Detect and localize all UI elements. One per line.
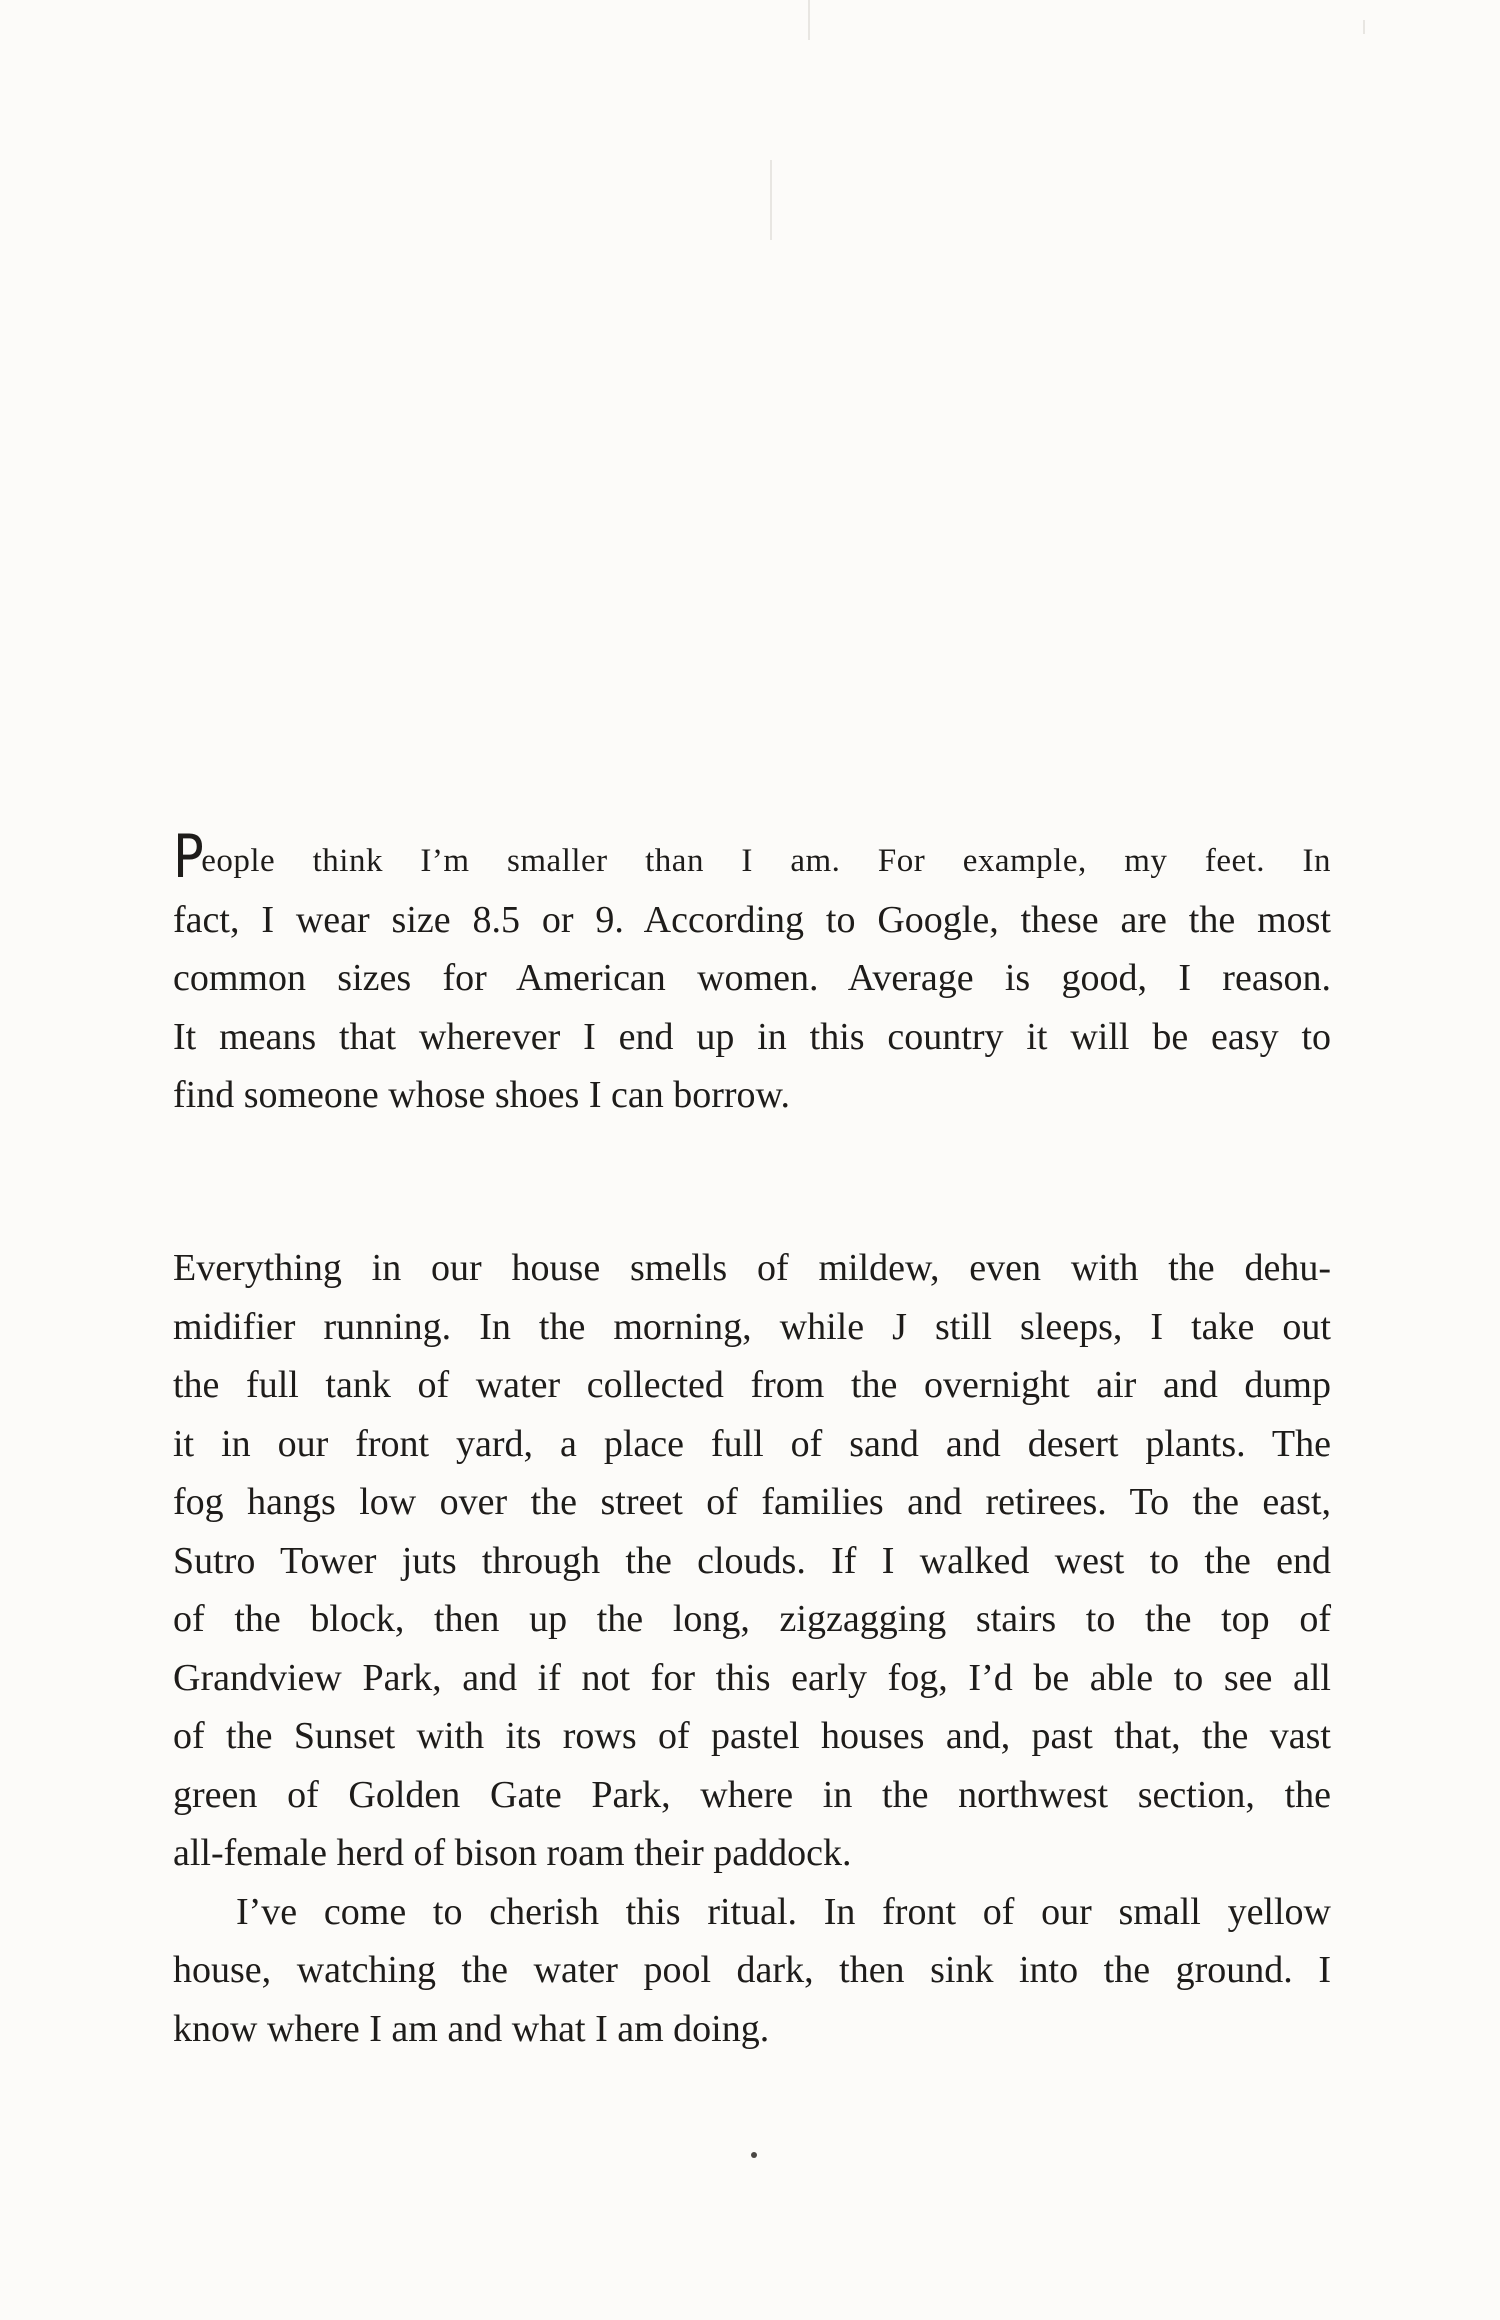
scan-artifact [1363, 20, 1365, 34]
text-line: Grandview Park, and if not for this early fog, I’d be able to see all [173, 1656, 1331, 1699]
section-opening [173, 822, 1331, 1125]
text-line: it in our front yard, a place full of sand and desert plants. The [173, 1422, 1331, 1465]
text-line: fact, I wear size 8.5 or 9. According to Google, these are the most [173, 898, 1331, 941]
text-line: Everything in our house smells of mildew, even with the dehu- [173, 1247, 1331, 1289]
text-line: Sutro Tower juts through the clouds. If I walked west to the end [173, 1539, 1331, 1582]
scan-artifact [808, 0, 810, 40]
text-line: fog hangs low over the street of families and retirees. To the east, [173, 1481, 1331, 1523]
drop-cap: P [173, 822, 203, 892]
opening-paragraph [173, 822, 1331, 1125]
section-second [173, 1239, 1331, 2058]
text-line: find someone whose shoes I can borrow. [173, 1074, 790, 1116]
text-line: It means that wherever I end up in this country it will be easy to [173, 1015, 1331, 1058]
scan-artifact [770, 160, 772, 240]
text-line: house, watching the water pool dark, then sink into the ground. I [173, 1949, 1331, 1991]
text-line: People think I’m smaller than I am. For example, my feet. In [173, 822, 1331, 892]
text-line: of the Sunset with its rows of pastel houses and, past that, the vast [173, 1715, 1331, 1757]
text-line: all-female herd of bison roam their paddock. [173, 1832, 852, 1874]
text-line: the full tank of water collected from the overnight air and dump [173, 1364, 1331, 1406]
text-line: know where I am and what I am doing. [173, 2007, 770, 2050]
paragraph-mildew [173, 1239, 1331, 1883]
text-line: of the block, then up the long, zigzagging stairs to the top of [173, 1598, 1331, 1640]
text-line: green of Golden Gate Park, where in the northwest section, the [173, 1773, 1331, 1816]
paragraph-ritual [173, 1883, 1331, 2059]
text-line: common sizes for American women. Average is good, I reason. [173, 957, 1331, 999]
text-line: I’ve come to cherish this ritual. In front of our small yellow [236, 1890, 1331, 1933]
text-line: midifier running. In the morning, while J still sleeps, I take out [173, 1305, 1331, 1348]
ink-speck [751, 2152, 757, 2158]
